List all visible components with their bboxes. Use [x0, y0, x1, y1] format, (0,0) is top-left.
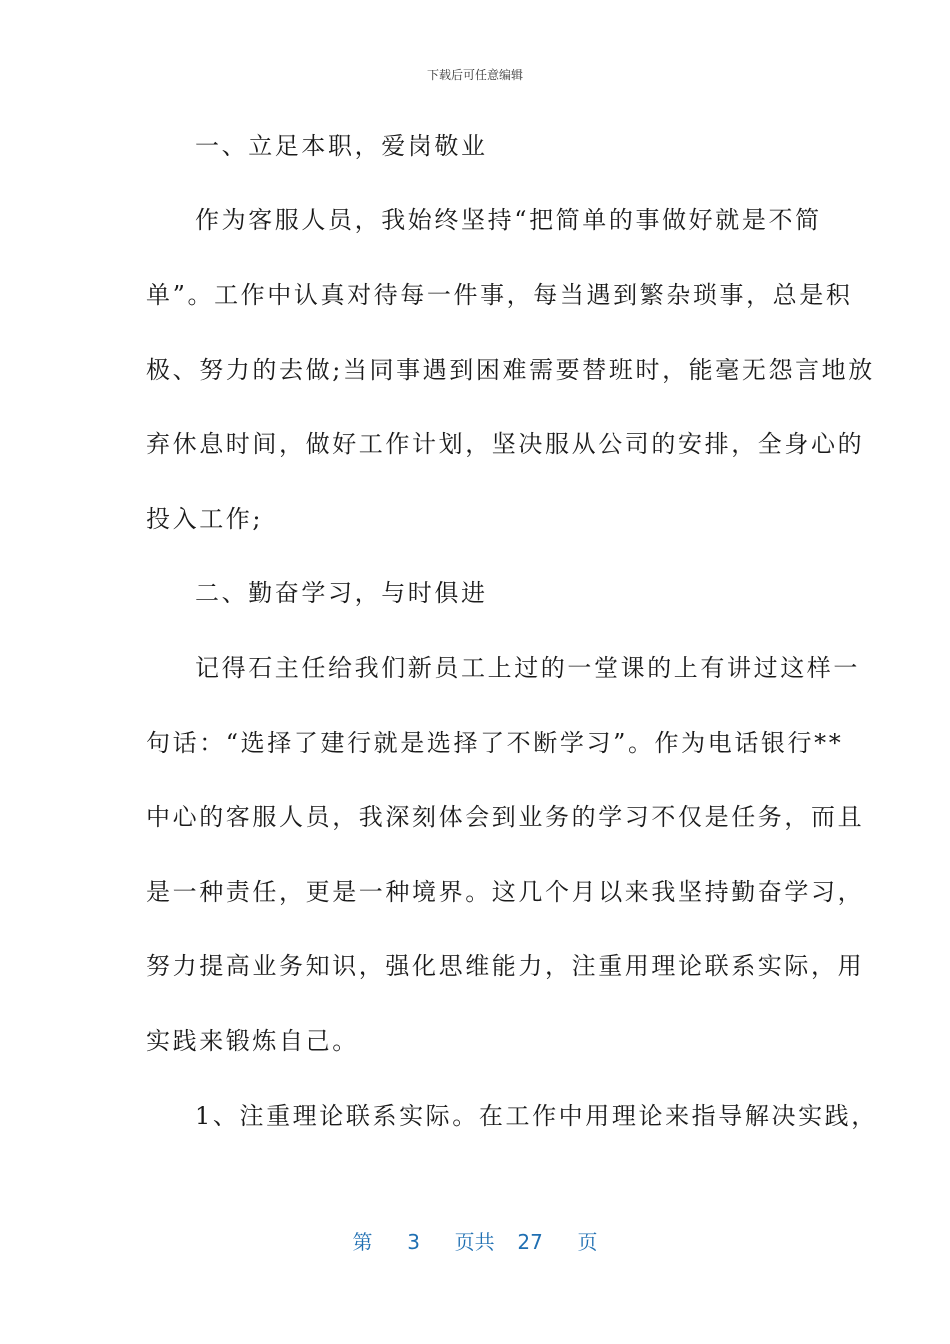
- footer-prefix: 第: [352, 1230, 373, 1254]
- section-heading-1: 一、立足本职，爱岗敬业: [195, 132, 488, 160]
- paragraph-line: 句话：“选择了建行就是选择了不断学习”。作为电话银行**: [146, 729, 844, 757]
- footer-middle: 页共: [454, 1230, 495, 1254]
- page-header-note: 下载后可任意编辑: [426, 68, 523, 82]
- paragraph-line: 中心的客服人员，我深刻体会到业务的学习不仅是任务，而且: [146, 803, 865, 831]
- footer-suffix: 页: [577, 1230, 598, 1254]
- paragraph-line: 作为客服人员，我始终坚持“把简单的事做好就是不简: [195, 206, 822, 234]
- section-heading-2: 二、勤奋学习，与时俱进: [195, 579, 488, 607]
- paragraph-line: 极、努力的去做;当同事遇到困难需要替班时，能毫无怨言地放: [146, 356, 875, 384]
- footer-total-pages: 27: [517, 1230, 543, 1254]
- paragraph-line: 弃休息时间，做好工作计划，坚决服从公司的安排，全身心的: [146, 430, 865, 458]
- footer-current-page: 3: [407, 1230, 420, 1254]
- list-item-1: 1、注重理论联系实际。在工作中用理论来指导解决实践，: [195, 1102, 878, 1130]
- paragraph-line: 是一种责任，更是一种境界。这几个月以来我坚持勤奋学习，: [146, 878, 865, 906]
- paragraph-line: 实践来锻炼自己。: [146, 1027, 359, 1055]
- page-number-footer: [0, 1226, 950, 1255]
- paragraph-line: 记得石主任给我们新员工上过的一堂课的上有讲过这样一: [195, 654, 860, 682]
- paragraph-line: 单”。工作中认真对待每一件事，每当遇到繁杂琐事，总是积: [146, 281, 853, 309]
- paragraph-line: 投入工作;: [146, 505, 264, 533]
- paragraph-line: 努力提高业务知识，强化思维能力，注重用理论联系实际，用: [146, 952, 865, 980]
